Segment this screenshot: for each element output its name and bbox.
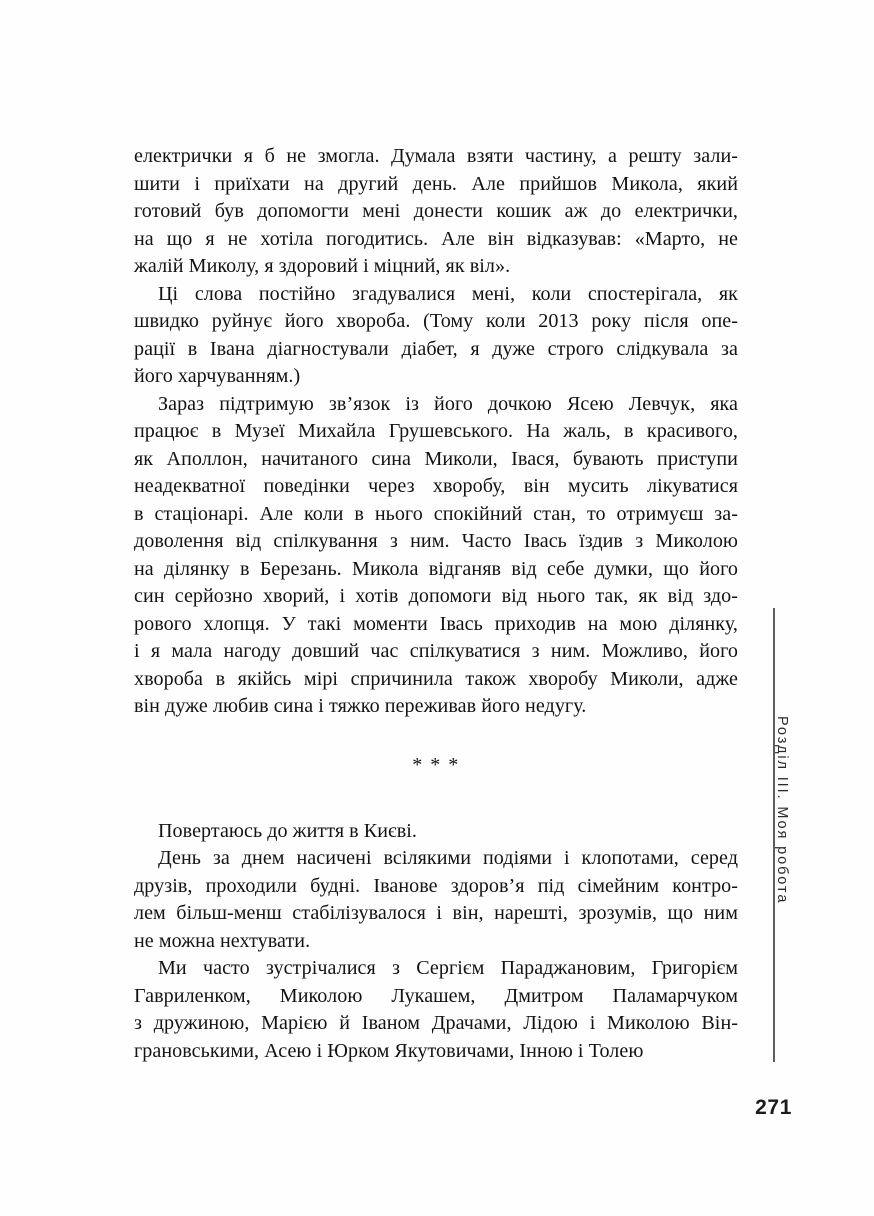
text-line: рації в Івана діагностували діабет, я дуже строго слідкувала за [134,337,738,360]
text-line: швидко руйнує його хвороба. (Тому коли 2013 року після опе- [134,310,738,332]
text-line: на що я не хотіла погодитись. Але він відказував: «Марто, не [134,227,738,250]
text-line: Ми часто зустрічалися з Сергієм Параджановим, Григорієм [158,957,738,979]
body-text-column [134,143,738,1065]
text-line: працює в Музеї Михайла Грушевського. На жаль, в красивого, [134,420,738,442]
scene-break-divider [134,753,738,777]
text-line: Ці слова постійно згадувалися мені, коли спостерігала, як [158,282,738,305]
text-line: Зараз підтримую зв’язок із його дочкою Ясею Левчук, яка [158,392,738,415]
text-line: його харчуванням.) [134,365,301,387]
scene-break-asterisks: * * * [412,754,460,776]
text-line: друзів, проходили будні. Іванове здоров’я під сімейним контро- [134,874,738,897]
text-line: з дружиною, Марією й Іваном Драчами, Лідою і Миколою Він- [134,1012,738,1034]
text-line: День за днем насичені всілякими подіями і клопотами, серед [158,847,738,869]
text-line: рового хлопця. У такі моменти Івась приходив на мою ділянку, [134,612,738,635]
text-line: хвороба в якійсь мірі спричинила також хворобу Миколи, адже [134,667,738,690]
paragraph [134,845,738,955]
text-line: грановськими, Асею і Юрком Якутовичами, Інною і Толею [134,1039,644,1062]
text-line: готовий був допомогти мені донести кошик аж до електрички, [134,200,738,222]
text-line: і я мала нагоду довший час спілкуватися з ним. Можливо, його [134,640,738,662]
text-line: шити і приїхати на другий день. Але прийшов Микола, який [134,172,738,195]
page-number [755,1096,792,1120]
text-line: син серйозно хворий, і хотів допомоги від нього так, як від здо- [134,585,738,607]
text-line: в стаціонарі. Але коли в нього спокійний стан, то отримуєш за- [134,502,738,525]
text-line: Повертаюсь до життя в Києві. [158,819,417,842]
paragraph [134,391,738,721]
paragraph [134,281,738,391]
text-line: доволення від спілкування з ним. Часто Івась їздив з Миколою [134,530,738,552]
text-line: жалій Миколу, я здоровий і міцний, як віл». [134,255,511,277]
text-line: як Аполлон, начитаного сина Миколи, Івася, бувають приступи [134,447,738,470]
paragraph-block-before-divider [134,143,738,721]
page-number-value: 271 [755,1096,792,1119]
paragraph [134,818,738,846]
text-line: Гавриленком, Миколою Лукашем, Дмитром Паламарчуком [134,984,738,1007]
paragraph [134,955,738,1065]
running-head-label: Розділ III. Моя робота [774,716,790,905]
running-head [774,716,790,904]
text-line: не можна нехтувати. [134,929,311,952]
text-line: електрички я б не змогла. Думала взяти частину, а решту зали- [134,145,738,167]
text-line: лем більш-менш стабілізувалося і він, нарешті, зрозумів, що ним [134,902,738,924]
paragraph-block-after-divider [134,818,738,1066]
text-line: неадекватної поведінки через хворобу, він мусить лікуватися [134,475,738,497]
text-line: на ділянку в Березань. Микола відганяв від себе думки, що його [134,557,738,580]
paragraph [134,143,738,281]
text-line: він дуже любив сина і тяжко переживав його недугу. [134,695,587,717]
